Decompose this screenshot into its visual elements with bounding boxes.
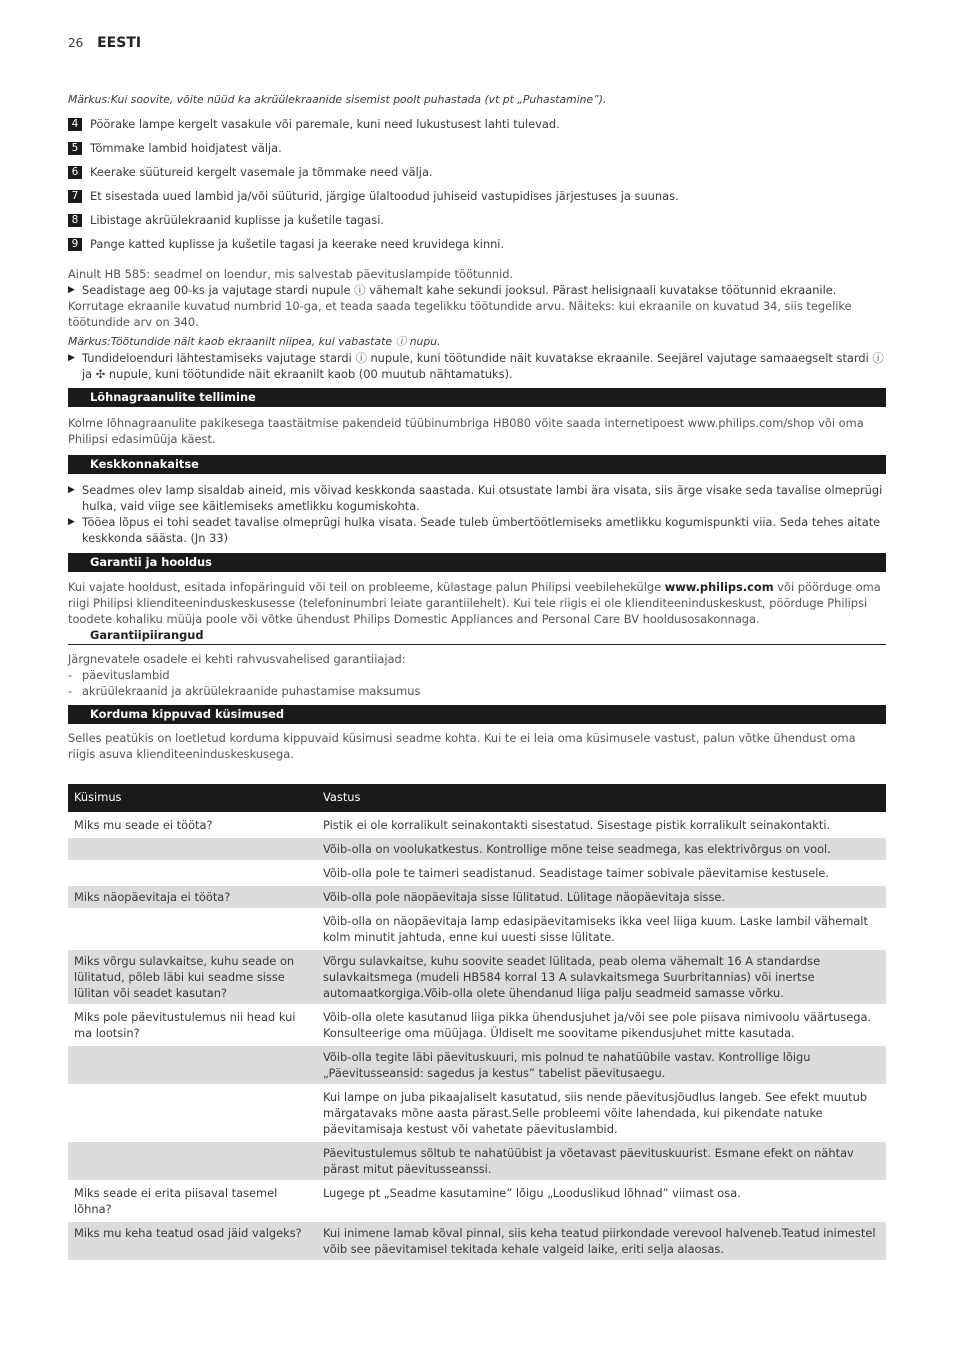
environment-list [68,482,886,546]
table-header-row [68,784,886,812]
section-title-environment: Keskkonnakaitse [68,455,886,474]
page-header [68,35,141,51]
bullet-icon: ▶ [68,285,75,295]
table-row: Võib-olla pole te taimeri seadistanud. Seadistage taimer sobivale päevitamise kestusele. [323,866,830,880]
list-item: ▶ Tööea lõpus ei tohi seadet tavalise olmeprügi hulka visata. Seade tuleb ümbertöötlemiseks ametlikku kogumispunkti viia. Seda tehes aitate keskkonda säästa. (Jn 33) [68,515,881,545]
step-number: 7 [68,190,82,203]
table-row: Miks pole päevitustulemus nii head kui ma lootsin? Võib-olla olete kasutanud liiga pikka ühendusjuhet ja/või see pole piisava nimivoolu väärtusega. Konsulteerige oma müüjaga. Üldiselt me soovitame pikendusjuhet mitte kasutada. [74,1010,872,1040]
bullet-icon: ▶ [68,517,75,527]
step-item [68,212,886,228]
table-row: Miks näopäevitaja ei tööta? Võib-olla pole näopäevitaja sisse lülitatud. Lülitage näopäevitaja sisse. [68,886,886,908]
table-row: Miks mu keha teatud osad jäid valgeks? Kui inimene lamab kõval pinnal, siis keha teatud piirkondade verevool halveneb.Teatud inimestel võib see päevitamisel tekitada kehale valgeid laike, eriti selja alaosas. [68,1222,886,1260]
col-answer-header: Vastus [317,784,886,812]
steps-list [68,116,886,252]
step-item [68,188,886,204]
list-item: - akrüülekraanid ja akrüülekraanide puhastamise maksumus [68,684,421,698]
list-item: ▶ Seadmes olev lamp sisaldab aineid, mis võivad keskkonda saastada. Kui otsustate lambi ära visata, siis ärge visake seda tavalise olmeprügi hulka, vaid viige see käitlemiseks ametlikku kogumiskohta. [68,483,883,513]
step-item [68,140,886,156]
guarantee-restrictions-title: Garantiipiirangud [68,628,886,645]
table-row: Miks mu seade ei tööta? Pistik ei ole korralikult seinakontakti sisestatud. Sisestage pistik korralikult seinakontakti. [74,818,831,832]
cleaning-note: Märkus:Kui soovite, võite nüüd ka akrüülekraanide sisemist poolt puhastada (vt pt „Puhastamine”). [68,93,607,106]
fragrance-text: Kolme lõhnagraanulite pakikesega taastäitmise pakendeid tüübinumbriga HB080 võite saada internetipoest www.philips.com/shop või oma Philipsi edasimüüja käest. [68,416,864,446]
step-item [68,236,886,252]
hb585-block [68,266,886,382]
hb585-para: Korrutage ekraanile kuvatud numbrid 10-ga, et teada saada tegelikku töötundide arvu. Näiteks: kui ekraanile on kuvatud 34, siis tegelike töötundide arv on 340. [68,299,852,329]
table-row: Päevitustulemus sõltub te nahatüübist ja võetavast päevituskuurist. Esmane efekt on nähtav pärast mitut päevitusseanssi. [68,1142,886,1180]
table-row: Võib-olla on näopäevitaja lamp edasipäevitamiseks ikka veel liiga kuum. Laske lambil vähemalt kolm minutit jahtuda, enne kui uuesti sisse lülitate. [323,914,868,944]
page-content [68,92,886,1262]
guarantee-text: Kui vajate hooldust, esitada infopäringuid või teil on probleeme, külastage palun Philipsi veebilehekülge www.philips.com või pöörduge oma riigi Philipsi klienditeeninduskeskusesse (telefoninumbri leiate garantiilehelt). Kui teie riigis ei ole klienditeeninduskeskust, pöörduge Philipsi toodete kohaliku müüja poole või võtke ühendust Philips Domestic Appliances and Personal Care BV hooldusosakonnaga. [68,580,881,626]
bullet-icon: ▶ [68,353,75,363]
step-item [68,116,886,132]
step-text: Et sisestada uued lambid ja/või süüturid, järgige ülaltoodud juhiseid vastupidises järjestuses ja suunas. [90,189,679,203]
faq-intro: Selles peatükis on loetletud korduma kippuvaid küsimusi seadme kohta. Kui te ei leia oma küsimusele vastust, palun võtke ühendust oma riigis asuva klienditeeninduskeskusega. [68,731,856,761]
step-number: 5 [68,142,82,155]
page-number: 26 [68,36,84,50]
table-row: Võib-olla tegite läbi päevituskuuri, mis polnud te nahatüübile vastav. Kontrollige lõigu „Päevitusseansid: sagedus ja kestus” tabelist päevitusaegu. [68,1046,886,1084]
step-text: Pöörake lampe kergelt vasakule või paremale, kuni need lukustusest lahti tulevad. [90,117,560,131]
step-item [68,164,886,180]
bullet-icon: ▶ [68,485,75,495]
hb585-reset-bullet: ▶ Tundideloenduri lähtestamiseks vajutage stardi ⓘ nupule, kuni töötundide näit kuvatakse ekraanile. Seejärel vajutage samaaegselt stardi ⓘ ja ✣ nupule, kuni töötundide näit ekraanilt kaob (00 muutub nähtamatuks). [68,351,884,381]
step-number: 4 [68,118,82,131]
hb585-bullet: ▶ Seadistage aeg 00-ks ja vajutage stardi nupule ⓘ vähemalt kahe sekundi jooksul. Pärast helisignaali kuvatakse töötunnid ekraanile. [68,283,837,297]
philips-link[interactable]: www.philips.com [664,580,774,594]
step-text: Tõmmake lambid hoidjatest välja. [90,141,282,155]
hb585-intro: Ainult HB 585: seadmel on loendur, mis salvestab päevituslampide töötunnid. [68,267,514,281]
table-row: Kui lampe on juba pikaajaliselt kasutatud, siis nende päevitusjõudlus langeb. See efekt muutub märgatavaks mõne aasta pärast.Selle probleemi võite lahendada, kui pikendate natuke päevitamisaja kestust või vahetate päevituslambid. [323,1090,868,1136]
col-question-header: Küsimus [68,784,317,812]
language-label: EESTI [97,35,142,51]
step-text: Pange katted kuplisse ja kušetile tagasi ja keerake need kruvidega kinni. [90,237,505,251]
section-title-fragrance: Lõhnagraanulite tellimine [68,388,886,407]
table-row: Miks seade ei erita piisaval tasemel lõhna? Lugege pt „Seadme kasutamine” lõigu „Looduslikud lõhnad” viimast osa. [74,1186,741,1216]
step-number: 8 [68,214,82,227]
section-title-faq: Korduma kippuvad küsimused [68,705,886,724]
step-text: Libistage akrüülekraanid kuplisse ja kušetile tagasi. [90,213,384,227]
faq-table [68,782,886,1262]
step-number: 6 [68,166,82,179]
table-row: Võib-olla on voolukatkestus. Kontrollige mõne teise seadmega, kas elektrivõrgus on vool. [68,838,886,860]
list-item: - päevituslambid [68,668,170,682]
hb585-note: Märkus:Töötundide näit kaob ekraanilt niipea, kui vabastate ⓘ nupu. [68,335,441,348]
guarantee-restrictions-text: Järgnevatele osadele ei kehti rahvusvahelised garantiiajad: [68,652,406,666]
step-number: 9 [68,238,82,251]
step-text: Keerake süütureid kergelt vasemale ja tõmmake need välja. [90,165,433,179]
table-row: Miks võrgu sulavkaitse, kuhu seade on lülitatud, põleb läbi kui seadme sisse lülitan või seadet kasutan? Võrgu sulavkaitse, kuhu soovite seadet lülitada, peab olema vähemalt 16 A standardse sulavkaitsmega (mudeli HB584 korral 13 A sulavkaitsmega Suurbritannias) või inertse automaatkorgiga.Võib-olla olete ühendanud liiga palju seadmeid samasse võrku. [68,950,886,1004]
section-title-guarantee: Garantii ja hooldus [68,553,886,572]
